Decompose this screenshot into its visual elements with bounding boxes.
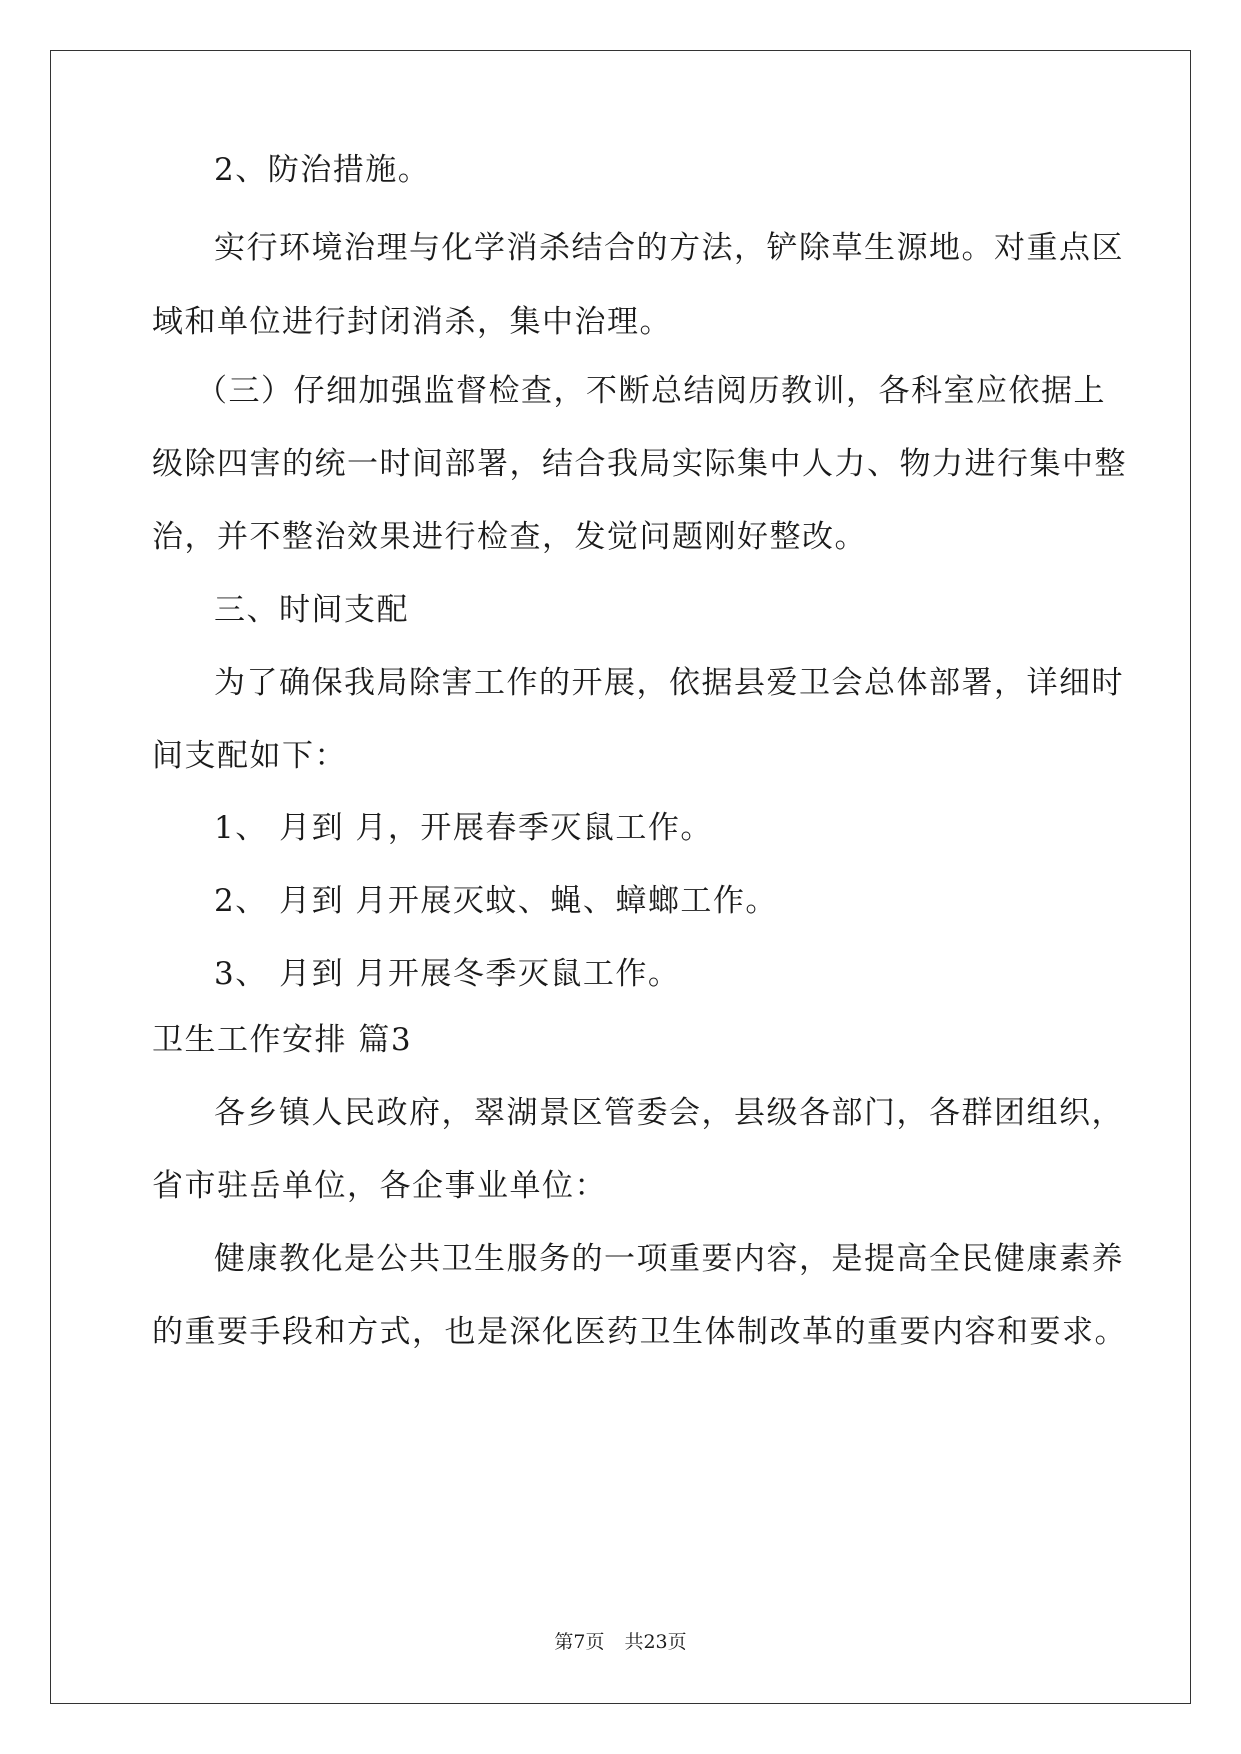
list-item: 1、 月到 月，开展春季灭鼠工作。 [214,810,713,846]
page-number: 第7页 [554,1631,605,1653]
article-title: 卫生工作安排 篇3 [152,1022,413,1058]
section-heading: 三、时间支配 [214,592,409,628]
paragraph-line: 各乡镇人民政府，翠湖景区管委会，县级各部门，各群团组织， [214,1095,1124,1131]
page-footer [0,1630,1241,1654]
paragraph-line: 省市驻岳单位，各企事业单位： [152,1168,607,1204]
page-total: 共23页 [624,1631,687,1653]
paragraph-line: 实行环境治理与化学消杀结合的方法，铲除草生源地。对重点区 [214,230,1124,266]
paragraph-line: 级除四害的统一时间部署，结合我局实际集中人力、物力进行集中整 [152,446,1127,482]
list-item: 3、 月到 月开展冬季灭鼠工作。 [214,956,681,992]
paragraph-line: 健康教化是公共卫生服务的一项重要内容，是提高全民健康素养 [214,1241,1124,1277]
paragraph-line: 间支配如下： [152,738,347,774]
paragraph-line: 域和单位进行封闭消杀，集中治理。 [152,304,672,340]
list-item: 2、 月到 月开展灭蚊、蝇、蟑螂工作。 [214,883,778,919]
paragraph-line: 治，并不整治效果进行检查，发觉问题刚好整改。 [152,519,867,555]
paragraph-line: 为了确保我局除害工作的开展，依据县爱卫会总体部署，详细时 [214,665,1124,701]
paragraph-line: 的重要手段和方式，也是深化医药卫生体制改革的重要内容和要求。 [152,1314,1127,1350]
page-border [50,50,1191,1704]
paragraph-line: 2、防治措施。 [214,152,431,188]
paragraph-line: （三）仔细加强监督检查，不断总结阅历教训，各科室应依据上 [196,373,1106,409]
